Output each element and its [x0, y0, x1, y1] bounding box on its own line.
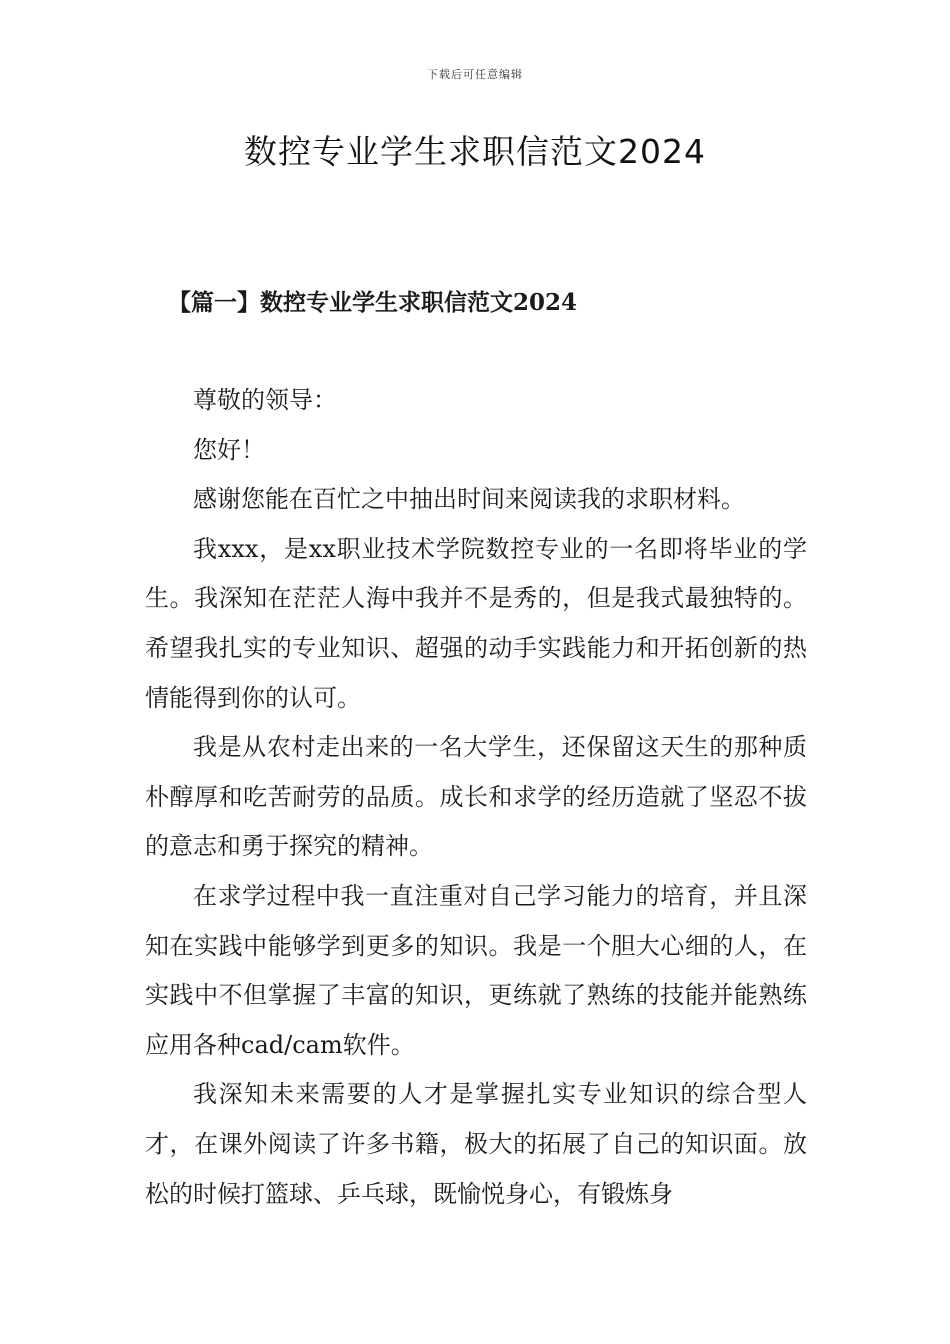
- header-note: 下载后可任意编辑: [427, 68, 523, 81]
- document-title: 数控专业学生求职信范文2024: [244, 132, 706, 171]
- paragraph: 我是从农村走出来的一名大学生，还保留这天生的那种质朴醇厚和吃苦耐劳的品质。成长和求学的经历造就了坚忍不拔的意志和勇于探究的精神。: [145, 733, 807, 861]
- paragraph: 我深知未来需要的人才是掌握扎实专业知识的综合型人才，在课外阅读了许多书籍，极大的拓展了自己的知识面。放松的时候打篮球、乒乓球，既愉悦身心，有锻炼身: [145, 1080, 807, 1208]
- greeting: 您好！: [193, 435, 265, 464]
- paragraph: 我xxx，是xx职业技术学院数控专业的一名即将毕业的学生。我深知在茫茫人海中我并不是秀的，但是我式最独特的。希望我扎实的专业知识、超强的动手实践能力和开拓创新的热情能得到你的认可。: [145, 534, 807, 712]
- salutation: 尊敬的领导：: [193, 386, 337, 414]
- section-heading: 【篇一】数控专业学生求职信范文2024: [168, 289, 578, 316]
- paragraph: 在求学过程中我一直注重对自己学习能力的培育，并且深知在实践中能够学到更多的知识。我是一个胆大心细的人，在实践中不但掌握了丰富的知识，更练就了熟练的技能并能熟练应用各种cad/cam软件。: [145, 881, 807, 1059]
- letter-body: [145, 376, 807, 1219]
- paragraph: 感谢您能在百忙之中抽出时间来阅读我的求职材料。: [193, 485, 745, 514]
